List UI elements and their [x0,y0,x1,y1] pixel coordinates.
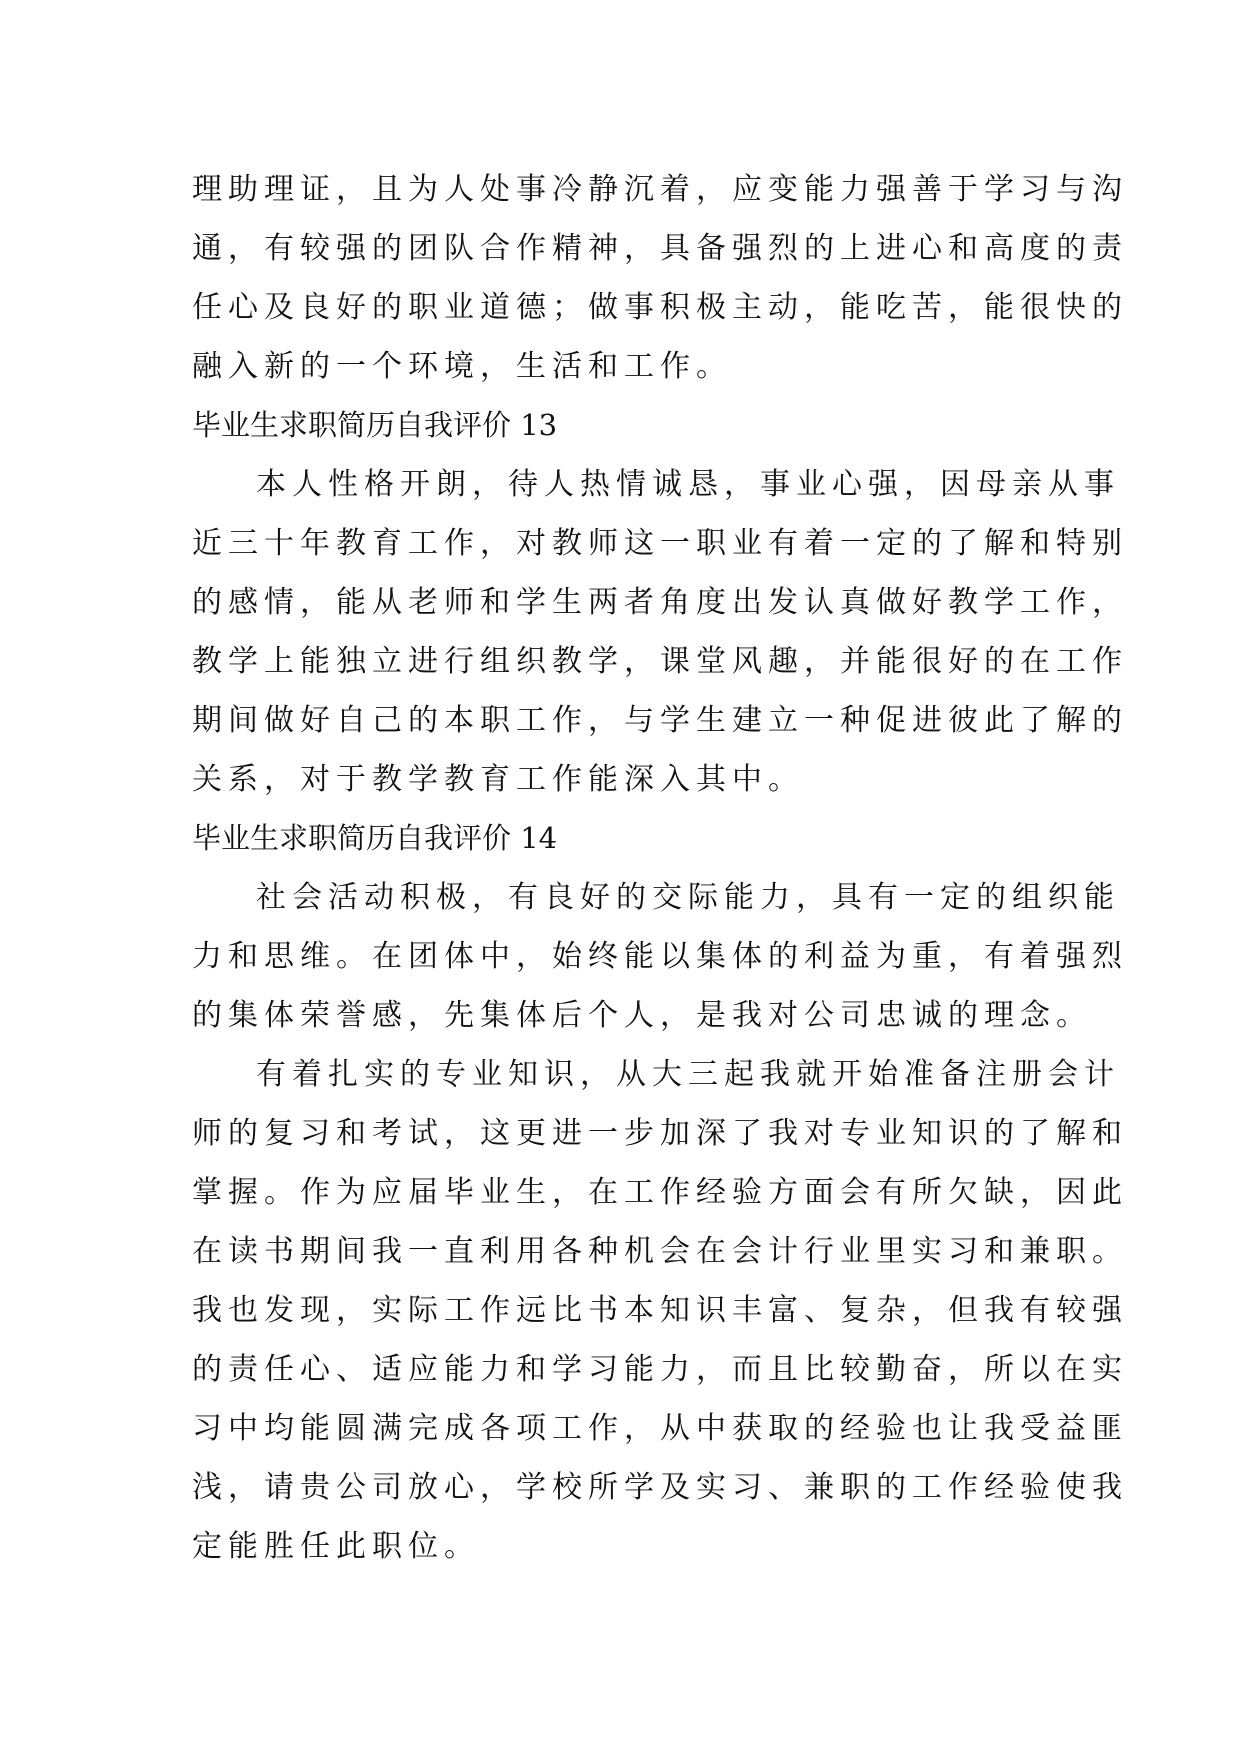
paragraph-line: 有着扎实的专业知识，从大三起我就开始准备注册会计 [256,1057,1120,1092]
paragraph-line: 我也发现，实际工作远比书本知识丰富、复杂，但我有较强 [192,1293,1128,1328]
paragraph-line: 浅，请贵公司放心，学校所学及实习、兼职的工作经验使我 [192,1470,1128,1505]
paragraph-line: 在读书期间我一直利用各种机会在会计行业里实习和兼职。 [192,1234,1128,1269]
paragraph-line: 期间做好自己的本职工作，与学生建立一种促进彼此了解的 [192,703,1128,738]
paragraph-line: 的责任心、适应能力和学习能力，而且比较勤奋，所以在实 [192,1352,1128,1387]
paragraph-line: 关系，对于教学教育工作能深入其中。 [192,762,804,797]
document-page [192,160,1128,1576]
section-14 [192,809,1128,1576]
paragraph-line: 习中均能圆满完成各项工作，从中获取的经验也让我受益匪 [192,1411,1128,1446]
paragraph-line: 任心及良好的职业道德；做事积极主动，能吃苦，能很快的 [192,290,1128,325]
paragraph-line: 本人性格开朗，待人热情诚恳，事业心强，因母亲从事 [256,467,1120,502]
paragraph-line: 通，有较强的团队合作精神，具备强烈的上进心和高度的责 [192,231,1128,266]
paragraph-line: 教学上能独立进行组织教学，课堂风趣，并能很好的在工作 [192,644,1128,679]
paragraph-line: 定能胜任此职位。 [192,1529,480,1564]
paragraph-line: 融入新的一个环境，生活和工作。 [192,349,732,384]
paragraph-line: 社会活动积极，有良好的交际能力，具有一定的组织能 [256,880,1120,915]
paragraph-line: 力和思维。在团体中，始终能以集体的利益为重，有着强烈 [192,939,1128,974]
paragraph-line: 师的复习和考试，这更进一步加深了我对专业知识的了解和 [192,1116,1128,1151]
section-title: 毕业生求职简历自我评价 14 [192,821,558,855]
paragraph-line: 理助理证，且为人处事冷静沉着，应变能力强善于学习与沟 [192,172,1128,207]
paragraph-line: 掌握。作为应届毕业生，在工作经验方面会有所欠缺，因此 [192,1175,1128,1210]
intro-paragraph [192,160,1128,396]
paragraph-line: 的感情，能从老师和学生两者角度出发认真做好教学工作， [192,585,1128,620]
section-title: 毕业生求职简历自我评价 13 [192,408,558,442]
paragraph-line: 近三十年教育工作，对教师这一职业有着一定的了解和特别 [192,526,1128,561]
paragraph-line: 的集体荣誉感，先集体后个人，是我对公司忠诚的理念。 [192,998,1092,1033]
section-13 [192,396,1128,809]
